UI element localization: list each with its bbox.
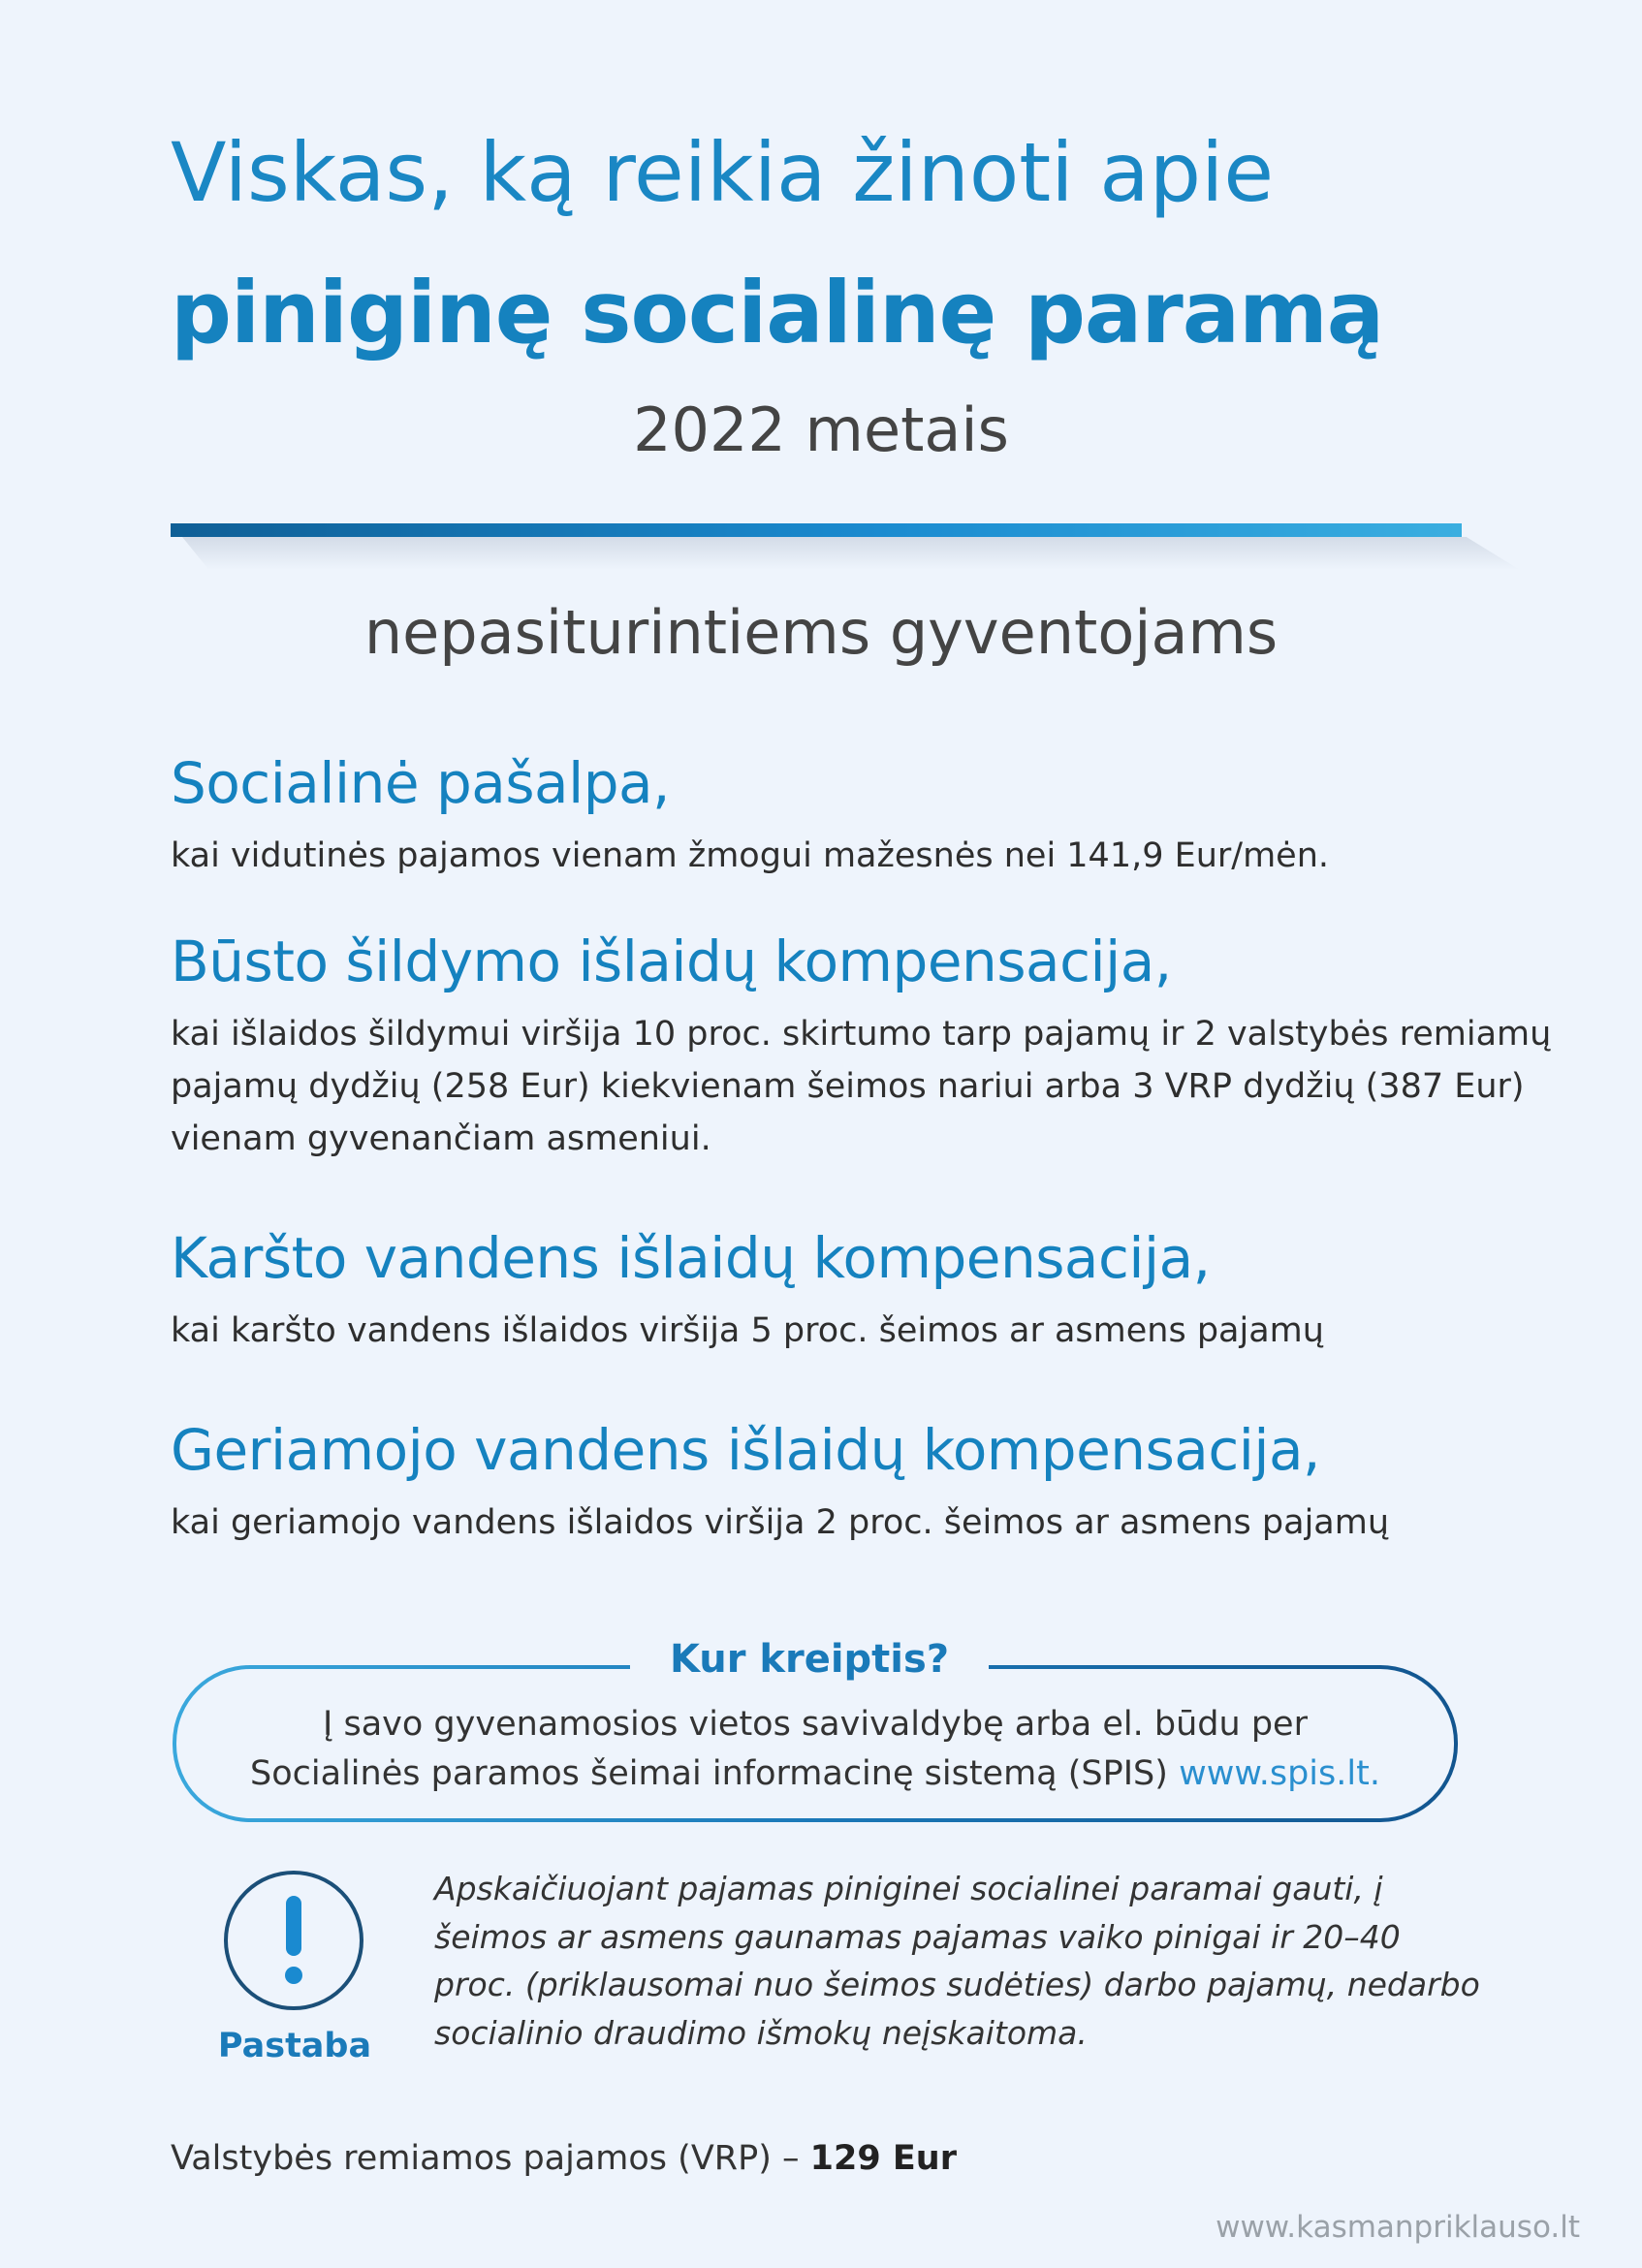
vrp-value: 129 Eur (809, 2139, 957, 2178)
title-line-1: Viskas, ką reikia žinoti apie (171, 125, 1275, 220)
vrp-line (171, 2138, 1334, 2179)
contact-title: Kur kreiptis? (630, 1636, 989, 1683)
title-year: 2022 metais (633, 394, 1009, 465)
footer-url[interactable]: www.kasmanpriklauso.lt (1216, 2210, 1580, 2245)
section-heading: Socialinė pašalpa, (171, 750, 670, 816)
section-text: kai karšto vandens išlaidos viršija 5 proc. šeimos ar asmens pajamų (171, 1310, 1324, 1350)
contact-line-2: Socialinės paramos šeimai informacinę sistemą (SPIS) (250, 1753, 1168, 1793)
title-divider (171, 523, 1518, 578)
section-drinking-water-compensation (171, 1417, 1566, 1549)
section-heating-compensation (171, 929, 1566, 1165)
section-heading: Karšto vandens išlaidų kompensacija, (171, 1225, 1211, 1291)
exclamation-circle-icon (222, 1869, 365, 2012)
section-text: kai geriamojo vandens išlaidos viršija 2 proc. šeimos ar asmens pajamų (171, 1502, 1390, 1542)
divider-bar (171, 523, 1462, 537)
section-social-benefit (171, 750, 1566, 882)
subheading: nepasiturintiems gyventojams (363, 597, 1279, 668)
section-hot-water-compensation (171, 1225, 1566, 1357)
spis-link[interactable]: www.spis.lt. (1179, 1753, 1380, 1793)
note-label: Pastaba (217, 2027, 372, 2065)
vrp-label: Valstybės remiamos pajamos (VRP) – (171, 2139, 800, 2178)
divider-shadow (182, 537, 1520, 570)
note-text: Apskaičiuojant pajamas piniginei socialinei paramai gauti, į šeimos ar asmens gaunamas pajamas vaiko pinigai ir 20–40 proc. (priklausomai nuo šeimos sudėties) darbo pajamų, nedarbo socialinio draudimo išmokų neįskaitoma. (434, 1870, 1480, 2052)
contact-line-1: Į savo gyvenamosios vietos savivaldybę arba el. būdu per (323, 1705, 1308, 1744)
section-heading: Būsto šildymo išlaidų kompensacija, (171, 929, 1172, 994)
contact-text (173, 1700, 1458, 1799)
title-line-2: piniginę socialinę paramą (171, 263, 1384, 362)
section-text: kai vidutinės pajamos vienam žmogui mažesnės nei 141,9 Eur/mėn. (171, 835, 1330, 875)
section-heading: Geriamojo vandens išlaidų kompensacija, (171, 1417, 1320, 1483)
section-text: kai išlaidos šildymui viršija 10 proc. skirtumo tarp pajamų ir 2 valstybės remiamų pajamų dydžių (258 Eur) kiekvienam šeimos nariui arba 3 VRP dydžių (387 Eur) vienam gyvenančiam asmeniui. (171, 1014, 1552, 1159)
